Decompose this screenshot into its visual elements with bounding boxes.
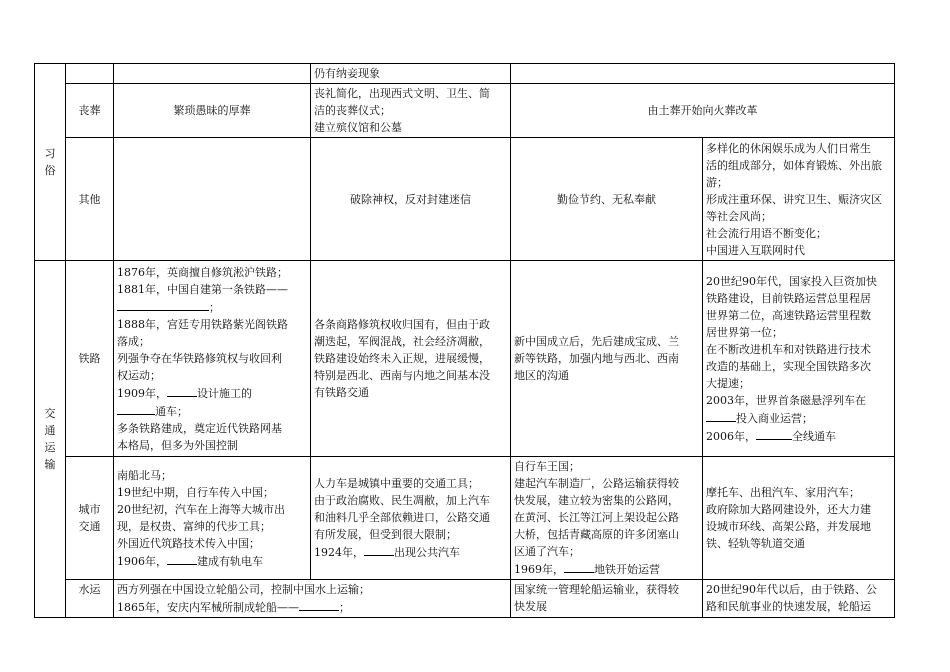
table-row bbox=[35, 457, 895, 580]
table-cell: 繁琐愚昧的厚葬 bbox=[114, 84, 311, 138]
table-cell bbox=[114, 138, 311, 261]
subcategory-water: 水运 bbox=[66, 580, 114, 618]
table-cell: 新中国成立后，先后建成宝成、兰 新等铁路，加强内地与西北、西南 地区的沟通 bbox=[511, 261, 703, 457]
table-cell: 多样化的休闲娱乐成为人们日常生 活的组成部分，如体育锻炼、外出旅 游； 形成注重环保、讲究卫生、赈济灾区 等社会风尚； 社会流行用语不断变化； 中国进入互联网时代 bbox=[703, 138, 895, 261]
category-customs: 习 俗 bbox=[35, 64, 66, 261]
table-cell: 破除神权，反对封建迷信 bbox=[311, 138, 511, 261]
table-cell: 各条商路修筑权收归国有，但由于政 潮迭起，军阀混战，社会经济凋敝， 铁路建设始终未入正规，进展缓慢， 特别是西北、西南与内地之间基本没 有铁路交通 bbox=[311, 261, 511, 457]
category-transport: 交 通 运 输 bbox=[35, 261, 66, 618]
answer-blank[interactable] bbox=[167, 552, 197, 565]
answer-blank[interactable] bbox=[564, 560, 594, 573]
table-row bbox=[35, 138, 895, 261]
table-cell: 自行车王国； 建起汽车制造厂，公路运输获得较 快发展，建立较为密集的公路网， 在黄河、长江等江河上架设起公路 大桥，包括青藏高原的许多闭塞山 区通了汽车； 1969年， 地铁开始运营 bbox=[511, 457, 703, 580]
subcategory-railway: 铁路 bbox=[66, 261, 114, 457]
table-cell: 1876年，英商擅自修筑淞沪铁路； 1881年，中国自建第一条铁路—— ； 1888年，宫廷专用铁路紫光阁铁路 落成； 列强争夺在华铁路修筑权与收回利 权运动； 1909年， 设计施工的 通车； 多条铁路建成，奠定近代铁路网基 本格局，但多为外国控制 bbox=[114, 261, 311, 457]
answer-blank[interactable] bbox=[299, 598, 339, 611]
table-row bbox=[35, 64, 895, 84]
table-cell: 仍有纳妾现象 bbox=[311, 64, 511, 84]
answer-blank[interactable] bbox=[756, 427, 792, 440]
subcategory-other: 其他 bbox=[66, 138, 114, 261]
table-cell: 20世纪90年代，国家投入巨资加快 铁路建设，目前铁路运营总里程居 世界第二位，高速铁路运营里程数 居世界第一位； 在不断改进机车和对铁路进行技术 改造的基础上，实现全国铁路多次 大提速； 2003年，世界首条磁悬浮列车在 投入商业运营； 2006年， 全线通车 bbox=[703, 261, 895, 457]
answer-blank[interactable] bbox=[117, 402, 155, 415]
answer-blank[interactable] bbox=[167, 384, 197, 397]
table-row bbox=[35, 261, 895, 457]
answer-blank[interactable] bbox=[364, 543, 394, 556]
history-comparison-table bbox=[34, 63, 895, 618]
table-cell bbox=[511, 64, 895, 84]
subcategory-cell bbox=[66, 64, 114, 84]
table-cell bbox=[114, 64, 311, 84]
table-cell: 摩托车、出租汽车、家用汽车； 政府除加大路网建设外，还大力建 设城市环线、高架公路，并发展地 铁、轻轨等轨道交通 bbox=[703, 457, 895, 580]
table-cell: 勤俭节约、无私奉献 bbox=[511, 138, 703, 261]
table-cell: 20世纪90年代以后，由于铁路、公 路和民航事业的快速发展，轮船运 bbox=[703, 580, 895, 618]
table-cell: 丧礼简化，出现西式文明、卫生、简 洁的丧葬仪式； 建立殡仪馆和公墓 bbox=[311, 84, 511, 138]
table-row bbox=[35, 580, 895, 618]
answer-blank[interactable] bbox=[117, 298, 209, 311]
table-cell: 国家统一管理轮船运输业，获得较 快发展 bbox=[511, 580, 703, 618]
table-cell: 由土葬开始向火葬改革 bbox=[511, 84, 895, 138]
table-cell: 西方列强在中国设立轮船公司，控制中国水上运输； 1865年，安庆内军械所制成轮船—— ； bbox=[114, 580, 511, 618]
subcategory-city-transport: 城市 交通 bbox=[66, 457, 114, 580]
answer-blank[interactable] bbox=[706, 409, 736, 422]
table-cell: 南船北马； 19世纪中期，自行车传入中国； 20世纪初，汽车在上海等大城市出 现，是权贵、富绅的代步工具； 外国近代筑路技术传入中国； 1906年， 建成有轨电车 bbox=[114, 457, 311, 580]
table-row bbox=[35, 84, 895, 138]
table-cell: 人力车是城镇中重要的交通工具； 由于政治腐败、民生凋敝，加上汽车 和油料几乎全部依赖进口，公路交通 有所发展，但受到很大限制； 1924年， 出现公共汽车 bbox=[311, 457, 511, 580]
subcategory-funeral: 丧葬 bbox=[66, 84, 114, 138]
